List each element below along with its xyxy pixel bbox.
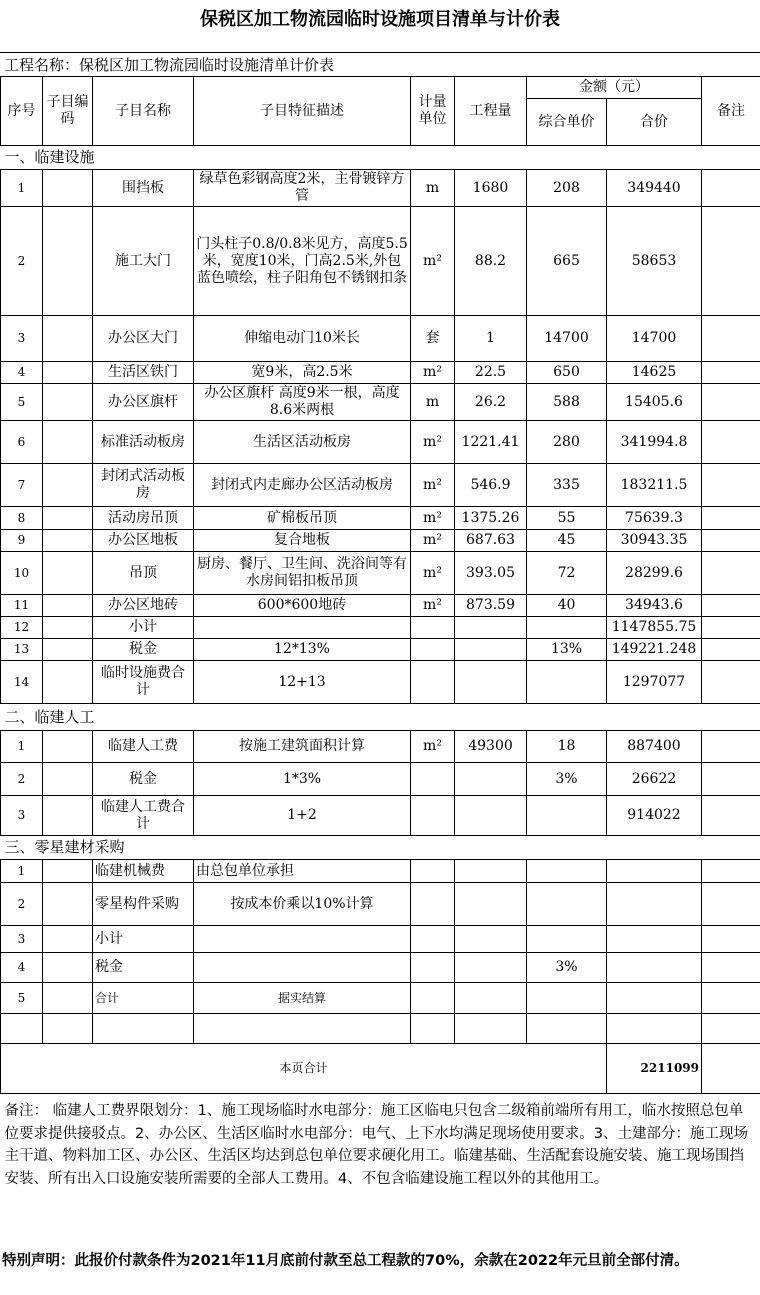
row-qty: 1680 — [455, 170, 527, 207]
row-unit — [411, 639, 455, 661]
row-unit-price: 208 — [527, 170, 607, 207]
row-seq: 1 — [1, 170, 43, 207]
row-unit — [411, 796, 455, 836]
row-name: 吊顶 — [93, 552, 194, 595]
row-seq: 1 — [1, 731, 43, 763]
project-name: 工程名称：保税区加工物流园临时设施清单计价表 — [0, 52, 760, 76]
row-remark — [702, 170, 760, 207]
row-qty — [455, 796, 527, 836]
row-name: 办公区大门 — [93, 316, 194, 362]
row-total: 1147855.75 — [607, 617, 702, 639]
row-qty — [455, 883, 527, 926]
row-seq: 2 — [1, 763, 43, 796]
row-remark — [702, 530, 760, 552]
row-code — [43, 170, 93, 207]
row-code — [43, 552, 93, 595]
row-total: 15405.6 — [607, 384, 702, 421]
row-desc: 厨房、餐厅、卫生间、洗浴间等有水房间铝扣板吊顶 — [194, 552, 411, 595]
row-unit-price: 3% — [527, 953, 607, 983]
row-code — [43, 362, 93, 384]
row-seq: 10 — [1, 552, 43, 595]
row-name: 临建人工费合计 — [93, 796, 194, 836]
row-name: 办公区旗杆 — [93, 384, 194, 421]
row-qty: 1375.26 — [455, 507, 527, 530]
row-seq: 12 — [1, 617, 43, 639]
row-total: 58653 — [607, 207, 702, 316]
row-desc: 绿草色彩钢高度2米，主骨镀锌方管 — [194, 170, 411, 207]
row-unit-price: 3% — [527, 763, 607, 796]
row-desc — [194, 617, 411, 639]
row-unit: m² — [411, 530, 455, 552]
row-qty: 873.59 — [455, 595, 527, 617]
row-qty: 22.5 — [455, 362, 527, 384]
row-unit-price: 72 — [527, 552, 607, 595]
header-desc: 子目特征描述 — [194, 77, 411, 146]
row-remark — [702, 384, 760, 421]
row-code — [43, 953, 93, 983]
row-total: 149221.248 — [607, 639, 702, 661]
row-qty — [455, 639, 527, 661]
page-title: 保税区加工物流园临时设施项目清单与计价表 — [200, 9, 560, 30]
remarks-text: 备注： 临建人工费界限划分：1、施工现场临时水电部分：施工区临电只包含二级箱前端所有用工，临水按照总包单位要求提供接驳点。2、办公区、生活区临时水电部分：电气、上下水均满足现场使用要求。3、土建部分：施工现场主干道、物料加工区、办公区、生活区均达到总包单位要求硬化用工。临建基础、生活配套设施安装、施工现场围挡安装、所有出入口设施安装所需要的全部人工费用。4、不包含临建设施工程以外的其他用工。 — [1, 1094, 760, 1195]
row-desc: 封闭式内走廊办公区活动板房 — [194, 464, 411, 507]
row-unit-price — [527, 796, 607, 836]
table-row — [1, 207, 760, 316]
row-remark — [702, 953, 760, 983]
row-desc: 生活区活动板房 — [194, 421, 411, 464]
row-name: 税金 — [93, 639, 194, 661]
row-qty — [455, 763, 527, 796]
table-row — [1, 617, 760, 639]
row-unit: m² — [411, 207, 455, 316]
header-remark: 备注 — [702, 77, 760, 146]
row-name: 标准活动板房 — [93, 421, 194, 464]
table-row — [1, 926, 760, 953]
header-amount: 金额（元） — [527, 77, 702, 99]
row-code — [43, 507, 93, 530]
row-unit: m² — [411, 595, 455, 617]
table-row — [1, 639, 760, 661]
row-remark — [702, 507, 760, 530]
row-seq: 3 — [1, 796, 43, 836]
row-unit-price — [527, 617, 607, 639]
table-row — [1, 464, 760, 507]
row-unit: m — [411, 384, 455, 421]
row-remark — [702, 883, 760, 926]
row-seq: 7 — [1, 464, 43, 507]
row-code — [43, 763, 93, 796]
row-code — [43, 530, 93, 552]
table-row — [1, 384, 760, 421]
row-desc: 办公区旗杆 高度9米一根，高度8.6米两根 — [194, 384, 411, 421]
row-remark — [702, 860, 760, 883]
row-total — [607, 860, 702, 883]
row-qty: 49300 — [455, 731, 527, 763]
row-unit-price: 40 — [527, 595, 607, 617]
row-seq: 2 — [1, 883, 43, 926]
row-seq: 13 — [1, 639, 43, 661]
row-unit: m² — [411, 421, 455, 464]
table-row — [1, 552, 760, 595]
row-qty — [455, 617, 527, 639]
row-unit-price: 14700 — [527, 316, 607, 362]
row-unit: m² — [411, 362, 455, 384]
table-row — [1, 763, 760, 796]
header-unit: 计量单位 — [411, 77, 455, 146]
table-row — [1, 983, 760, 1014]
row-unit-price: 650 — [527, 362, 607, 384]
row-remark — [702, 421, 760, 464]
row-name: 临建机械费 — [93, 860, 194, 883]
row-name: 零星构件采购 — [93, 883, 194, 926]
row-desc: 复合地板 — [194, 530, 411, 552]
row-desc: 12*13% — [194, 639, 411, 661]
row-qty — [455, 953, 527, 983]
pricing-table — [0, 76, 760, 1194]
row-seq: 6 — [1, 421, 43, 464]
row-name: 临建人工费 — [93, 731, 194, 763]
row-name: 生活区铁门 — [93, 362, 194, 384]
row-seq: 4 — [1, 362, 43, 384]
page-total-value: 2211099 — [607, 1044, 702, 1094]
row-remark — [702, 617, 760, 639]
row-qty — [455, 983, 527, 1014]
row-qty — [455, 860, 527, 883]
row-total — [607, 883, 702, 926]
row-total — [607, 983, 702, 1014]
row-unit-price: 18 — [527, 731, 607, 763]
row-qty: 1221.41 — [455, 421, 527, 464]
row-remark — [702, 595, 760, 617]
row-total: 14700 — [607, 316, 702, 362]
page-total-label: 本页合计 — [1, 1044, 607, 1094]
header-qty: 工程量 — [455, 77, 527, 146]
row-remark — [702, 661, 760, 704]
row-unit — [411, 953, 455, 983]
row-unit: m² — [411, 464, 455, 507]
row-total: 34943.6 — [607, 595, 702, 617]
row-remark — [702, 362, 760, 384]
header-seq: 序号 — [1, 77, 43, 146]
header-name: 子目名称 — [93, 77, 194, 146]
row-unit-price — [527, 883, 607, 926]
row-unit-price: 280 — [527, 421, 607, 464]
row-qty: 88.2 — [455, 207, 527, 316]
row-remark — [702, 926, 760, 953]
row-total: 341994.8 — [607, 421, 702, 464]
row-unit — [411, 661, 455, 704]
row-remark — [702, 796, 760, 836]
row-total: 914022 — [607, 796, 702, 836]
row-code — [43, 983, 93, 1014]
row-total: 30943.35 — [607, 530, 702, 552]
row-code — [43, 384, 93, 421]
row-desc: 按施工建筑面积计算 — [194, 731, 411, 763]
row-desc: 由总包单位承担 — [194, 860, 411, 883]
table-row — [1, 170, 760, 207]
row-total: 14625 — [607, 362, 702, 384]
section-title: 三、零星建材采购 — [1, 836, 760, 860]
row-remark — [702, 316, 760, 362]
table-row — [1, 507, 760, 530]
row-qty — [455, 661, 527, 704]
row-seq: 5 — [1, 384, 43, 421]
special-statement: 特别声明：此报价付款条件为2021年11月底前付款至总工程款的70%，余款在2022年元旦前全部付清。 — [2, 1253, 689, 1269]
row-seq: 9 — [1, 530, 43, 552]
row-seq: 5 — [1, 983, 43, 1014]
row-name: 封闭式活动板房 — [93, 464, 194, 507]
row-seq: 3 — [1, 926, 43, 953]
row-code — [43, 731, 93, 763]
row-total: 887400 — [607, 731, 702, 763]
row-remark — [702, 731, 760, 763]
row-desc: 1*3% — [194, 763, 411, 796]
row-qty: 546.9 — [455, 464, 527, 507]
row-total: 1297077 — [607, 661, 702, 704]
row-unit — [411, 763, 455, 796]
row-name: 办公区地板 — [93, 530, 194, 552]
row-code — [43, 617, 93, 639]
row-unit: m² — [411, 552, 455, 595]
row-unit-price — [527, 661, 607, 704]
row-qty: 26.2 — [455, 384, 527, 421]
row-code — [43, 883, 93, 926]
row-qty: 1 — [455, 316, 527, 362]
row-unit-price: 335 — [527, 464, 607, 507]
table-row — [1, 661, 760, 704]
row-seq: 1 — [1, 860, 43, 883]
table-row — [1, 796, 760, 836]
table-row — [1, 731, 760, 763]
row-unit: m² — [411, 731, 455, 763]
header-unit-price: 综合单价 — [527, 99, 607, 146]
header-total: 合价 — [607, 99, 702, 146]
row-seq: 2 — [1, 207, 43, 316]
row-name: 临时设施费合计 — [93, 661, 194, 704]
table-row — [1, 883, 760, 926]
row-desc — [194, 926, 411, 953]
row-desc: 据实结算 — [194, 983, 411, 1014]
row-name: 小计 — [93, 926, 194, 953]
section-title: 二、临建人工 — [1, 704, 760, 731]
row-desc: 600*600地砖 — [194, 595, 411, 617]
table-row — [1, 316, 760, 362]
row-name: 办公区地砖 — [93, 595, 194, 617]
row-unit — [411, 883, 455, 926]
row-name: 小计 — [93, 617, 194, 639]
row-unit: m — [411, 170, 455, 207]
row-total: 75639.3 — [607, 507, 702, 530]
row-remark — [702, 639, 760, 661]
table-row — [1, 595, 760, 617]
row-unit — [411, 926, 455, 953]
table-row — [1, 860, 760, 883]
row-seq: 8 — [1, 507, 43, 530]
row-remark — [702, 763, 760, 796]
row-remark — [702, 552, 760, 595]
row-unit-price — [527, 860, 607, 883]
row-unit — [411, 617, 455, 639]
table-row — [1, 362, 760, 384]
row-code — [43, 207, 93, 316]
row-seq: 11 — [1, 595, 43, 617]
row-code — [43, 661, 93, 704]
row-unit — [411, 983, 455, 1014]
row-unit-price — [527, 983, 607, 1014]
row-name: 围挡板 — [93, 170, 194, 207]
row-name: 合计 — [93, 983, 194, 1014]
row-name: 税金 — [93, 953, 194, 983]
row-qty — [455, 926, 527, 953]
row-unit: m² — [411, 507, 455, 530]
row-desc: 门头柱子0.8/0.8米见方，高度5.5米，宽度10米，门高2.5米,外包蓝色喷绘，柱子阳角包不锈钢扣条 — [194, 207, 411, 316]
row-unit-price: 665 — [527, 207, 607, 316]
row-code — [43, 860, 93, 883]
row-unit-price: 55 — [527, 507, 607, 530]
header-code: 子目编码 — [43, 77, 93, 146]
row-code — [43, 316, 93, 362]
row-seq: 3 — [1, 316, 43, 362]
row-remark — [702, 464, 760, 507]
row-unit-price — [527, 926, 607, 953]
row-unit — [411, 860, 455, 883]
row-unit: 套 — [411, 316, 455, 362]
row-total: 26622 — [607, 763, 702, 796]
row-total: 28299.6 — [607, 552, 702, 595]
row-remark — [702, 983, 760, 1014]
row-desc: 宽9米，高2.5米 — [194, 362, 411, 384]
row-code — [43, 464, 93, 507]
row-desc: 按成本价乘以10%计算 — [194, 883, 411, 926]
table-row — [1, 530, 760, 552]
row-desc — [194, 953, 411, 983]
row-code — [43, 926, 93, 953]
row-total — [607, 926, 702, 953]
row-code — [43, 595, 93, 617]
table-row — [1, 421, 760, 464]
row-remark — [702, 207, 760, 316]
row-qty: 687.63 — [455, 530, 527, 552]
table-header-row — [1, 77, 760, 99]
row-unit-price: 588 — [527, 384, 607, 421]
row-seq: 4 — [1, 953, 43, 983]
row-total: 349440 — [607, 170, 702, 207]
row-desc: 1+2 — [194, 796, 411, 836]
row-name: 施工大门 — [93, 207, 194, 316]
row-unit-price: 45 — [527, 530, 607, 552]
row-total: 183211.5 — [607, 464, 702, 507]
row-name: 活动房吊顶 — [93, 507, 194, 530]
row-qty: 393.05 — [455, 552, 527, 595]
row-code — [43, 796, 93, 836]
table-row — [1, 1014, 760, 1044]
row-code — [43, 421, 93, 464]
row-desc: 12+13 — [194, 661, 411, 704]
section-title: 一、临建设施 — [1, 146, 760, 170]
row-seq: 14 — [1, 661, 43, 704]
row-unit-price: 13% — [527, 639, 607, 661]
row-desc: 矿棉板吊顶 — [194, 507, 411, 530]
row-desc: 伸缩电动门10米长 — [194, 316, 411, 362]
row-code — [43, 639, 93, 661]
row-total — [607, 953, 702, 983]
table-row — [1, 953, 760, 983]
row-name: 税金 — [93, 763, 194, 796]
page-total-row — [1, 1044, 760, 1094]
